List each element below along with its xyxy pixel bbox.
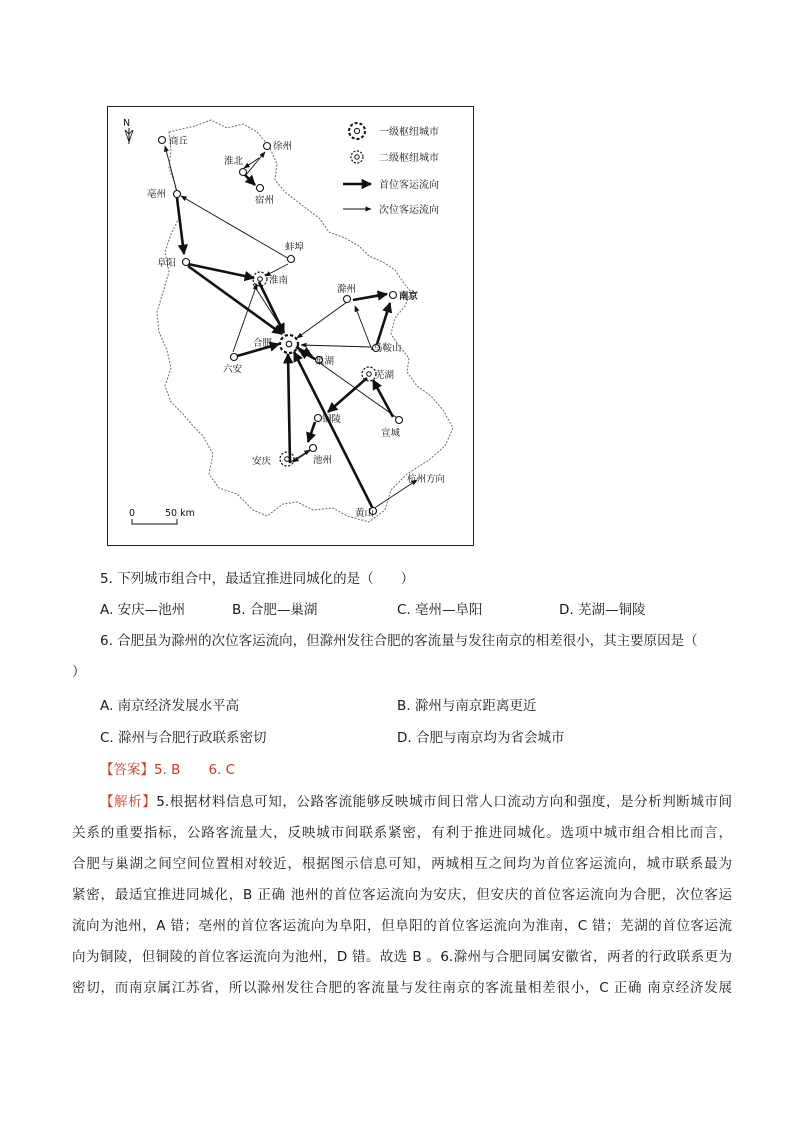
node-shangqiu — [159, 137, 166, 144]
label-hefei: 合肥 — [253, 338, 273, 349]
q6-option-a: A. 南京经济发展水平高 — [100, 698, 240, 714]
svg-text:0: 0 — [129, 508, 136, 519]
q6-option-b: B. 滁州与南京距离更近 — [397, 698, 537, 714]
node-huaibei — [240, 169, 247, 176]
q5-option-b: B. 合肥—巢湖 — [232, 602, 318, 618]
label-chaohu: 巢湖 — [315, 356, 335, 367]
label-anqing: 安庆 — [252, 456, 272, 467]
node-chuzhou — [344, 296, 351, 303]
label-chuzhou: 滁州 — [337, 284, 357, 295]
node-bozhou — [174, 191, 181, 198]
label-huaibei: 淮北 — [224, 156, 244, 167]
analysis-line-7: 密切，而南京属江苏省，所以滁州发往合肥的客流量与发往南京的客流量相差很小，C 正确 南京经济发展 — [72, 980, 732, 996]
label-xuzhou: 徐州 — [273, 141, 293, 152]
label-wuhu: 芜湖 — [375, 370, 395, 381]
legend-secondary: 次位客运流向 — [379, 205, 439, 216]
analysis-line-1: 【解析】5.根据材料信息可知，公路客流能够反映城市间日常人口流动方向和强度，是分析判断城市间 — [100, 794, 732, 810]
analysis-line-5: 流向为池州，A 错；亳州的首位客运流向为阜阳，但阜阳的首位客运流向为淮南，C 错；芜湖的首位客运流 — [72, 918, 732, 934]
node-xuzhou — [264, 143, 271, 150]
node-bengbu — [288, 256, 295, 263]
label-maanshan: 马鞍山 — [373, 343, 402, 354]
node-tongling — [315, 415, 322, 422]
legend-primary: 首位客运流向 — [379, 180, 439, 191]
label-tongling: 铜陵 — [322, 414, 342, 425]
label-xuancheng: 宣城 — [381, 428, 401, 439]
label-liuan: 六安 — [223, 364, 243, 375]
north-label: N — [123, 118, 131, 129]
label-shangqiu: 商丘 — [169, 136, 189, 147]
analysis-label: 【解析】 — [100, 794, 157, 810]
label-chizhou: 池州 — [313, 455, 333, 466]
label-hangzhou: 杭州方向 — [407, 474, 446, 485]
label-fuyang: 阜阳 — [157, 258, 177, 269]
label-suzhou: 宿州 — [255, 195, 275, 206]
analysis-line-3: 合肥与巢湖之间空间位置相对较近，根据图示信息可知，两城相互之间均为首位客运流向，城市联系最为 — [72, 856, 732, 872]
analysis-line-6: 向为铜陵，但铜陵的首位客运流向为池州，D 错。故选 B 。6.滁州与合肥同属安徽省，两者的行政联系更为 — [72, 949, 732, 965]
q5-option-a: A. 安庆—池州 — [100, 602, 186, 618]
answer-label: 【答案】 — [100, 762, 154, 778]
q5-option-c: C. 亳州—阜阳 — [397, 602, 483, 618]
q5-option-d: D. 芜湖—铜陵 — [559, 602, 646, 618]
question-6-stem: 6. 合肥虽为滁州的次位客运流向，但滁州发往合肥的客流量与发往南京的相差很小，其主要原因是（ — [100, 633, 698, 649]
node-nanjing — [390, 292, 397, 299]
legend-level2: 二级枢纽城市 — [379, 153, 439, 164]
label-huainan: 淮南 — [269, 275, 289, 286]
question-6-stem-cont: ） — [72, 664, 86, 680]
label-bozhou: 亳州 — [147, 189, 167, 200]
analysis-line-2: 关系的重要指标，公路客流量大，反映城市间联系紧密，有利于推进同城化。选项中城市组合相比而言， — [72, 825, 732, 841]
label-huangshan: 黄山 — [355, 508, 375, 519]
label-nanjing: 南京 — [399, 291, 419, 302]
node-chizhou — [310, 445, 317, 452]
answer-line — [100, 760, 235, 780]
label-bengbu: 蚌埠 — [285, 242, 305, 253]
node-fuyang — [183, 259, 190, 266]
answer-6: 6. C — [208, 762, 236, 778]
node-xuancheng — [396, 417, 403, 424]
answer-5: 5. B — [154, 762, 181, 778]
q6-option-c: C. 滁州与合肥行政联系密切 — [100, 730, 267, 746]
analysis-line-4: 紧密，最适宜推进同城化，B 正确 池州的首位客运流向为安庆，但安庆的首位客运流向为合肥，次位客运 — [72, 887, 732, 903]
legend-level1: 一级枢纽城市 — [379, 127, 439, 138]
svg-text:50 km: 50 km — [165, 508, 195, 519]
node-suzhou — [257, 185, 264, 192]
q6-option-d: D. 合肥与南京均为省会城市 — [397, 730, 565, 746]
node-liuan — [231, 354, 238, 361]
anhui-passenger-flow-map — [107, 106, 474, 546]
question-5-stem: 5. 下列城市组合中，最适宜推进同城化的是（ ） — [100, 571, 415, 587]
